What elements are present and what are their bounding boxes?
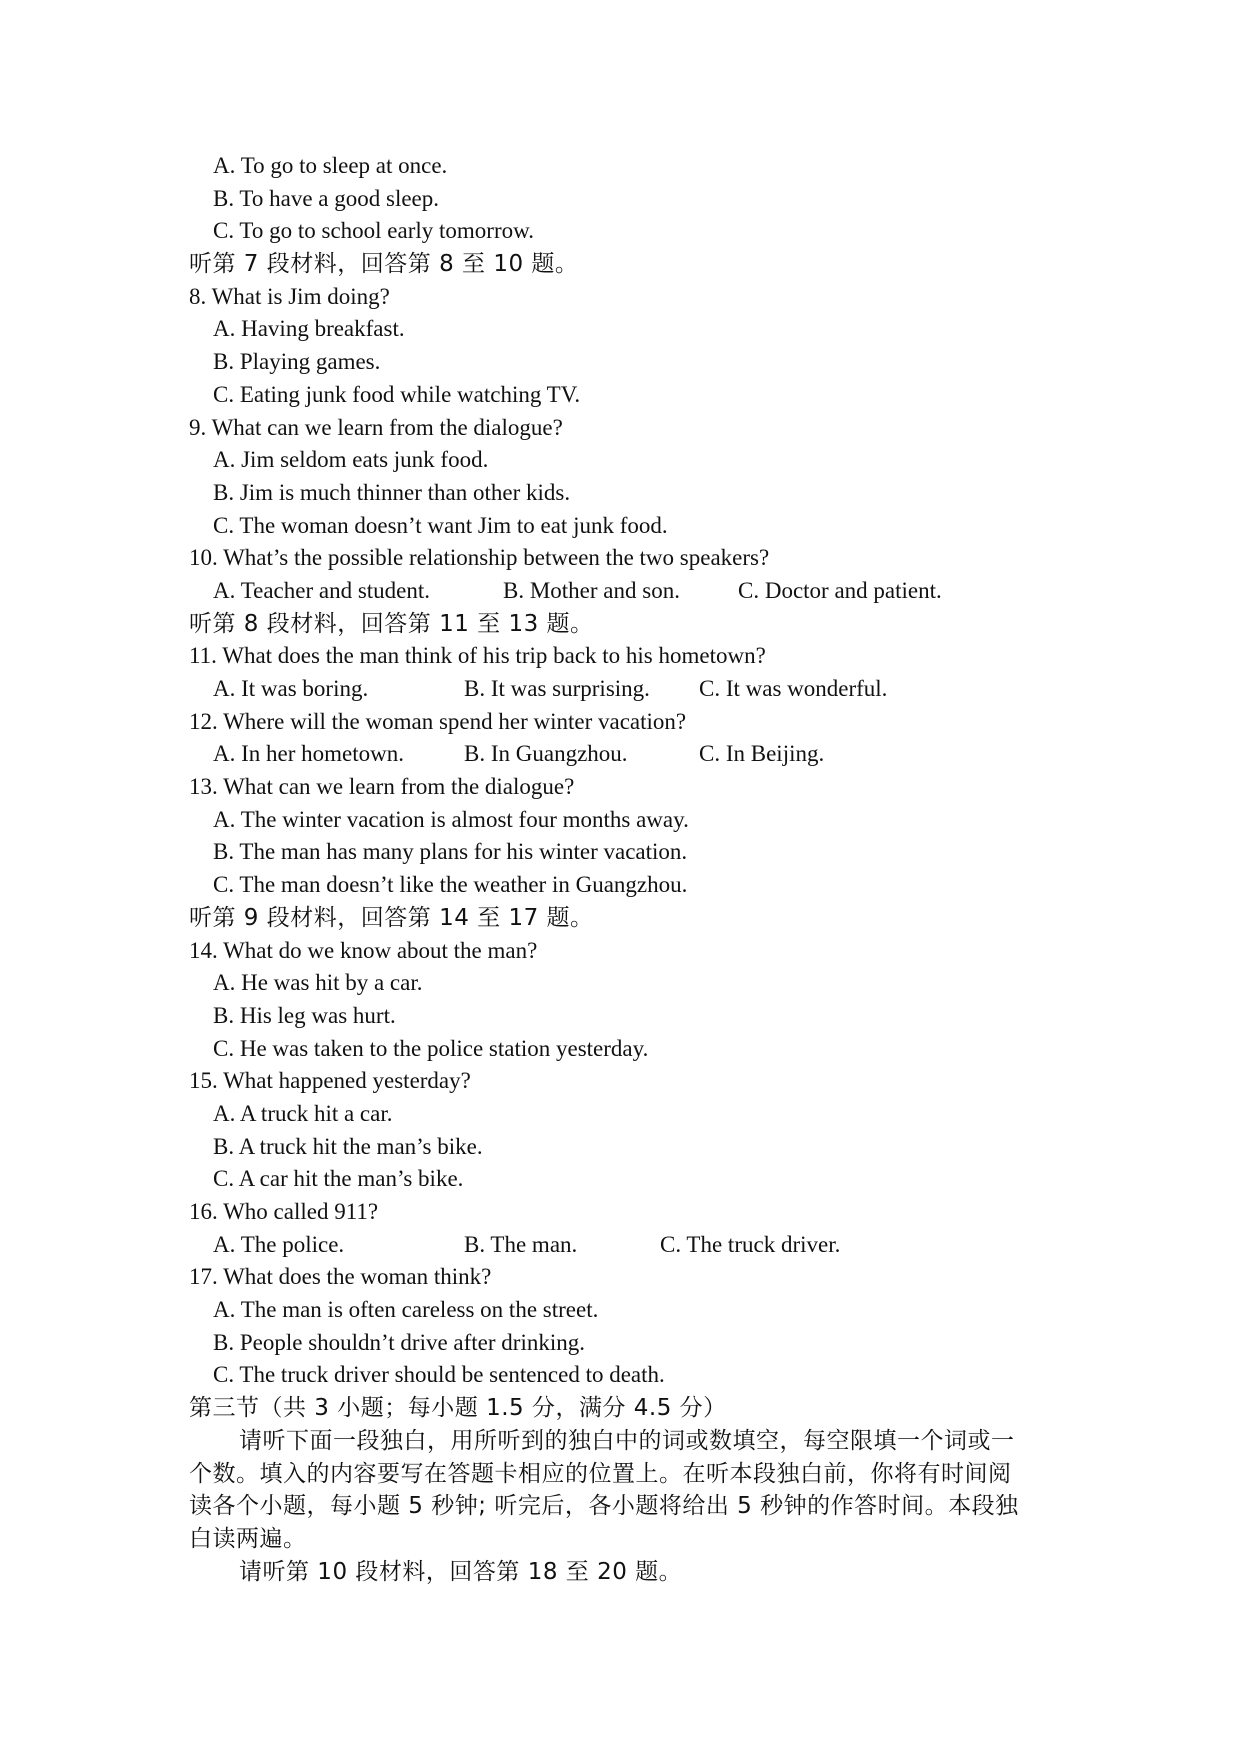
- instruction-line: 请听下面一段独白，用所听到的独白中的词或数填空，每空限填一个词或一: [239, 1427, 1015, 1454]
- option-line: C. To go to school early tomorrow.: [213, 218, 534, 244]
- option-c: C. It was wonderful.: [699, 676, 888, 701]
- instruction-line: 读各个小题，每小题 5 秒钟; 听完后，各小题将给出 5 秒钟的作答时间。本段独: [189, 1493, 1019, 1520]
- option-row: [189, 1229, 1069, 1262]
- instruction-line: 请听第 10 段材料，回答第 18 至 20 题。: [239, 1558, 683, 1585]
- option-a: A. The police.: [213, 1231, 345, 1257]
- section-heading: 听第 9 段材料，回答第 14 至 17 题。: [189, 904, 594, 931]
- option-line: C. The woman doesn’t want Jim to eat junk food.: [213, 512, 668, 538]
- question-line: 13. What can we learn from the dialogue?: [189, 774, 575, 800]
- option-b: B. The man.: [464, 1231, 578, 1257]
- option-row: [189, 738, 1069, 771]
- option-a: A. In her hometown.: [213, 741, 404, 767]
- option-line: C. Eating junk food while watching TV.: [213, 381, 581, 407]
- option-c: C. The truck driver.: [660, 1231, 841, 1257]
- question-line: 8. What is Jim doing?: [189, 283, 390, 309]
- option-line: B. The man has many plans for his winter vacation.: [213, 839, 688, 865]
- option-row: [189, 673, 1069, 706]
- question-line: 9. What can we learn from the dialogue?: [189, 414, 563, 440]
- question-line: 12. Where will the woman spend her winter vacation?: [189, 708, 687, 734]
- option-line: A. Having breakfast.: [213, 316, 405, 342]
- option-line: A. Jim seldom eats junk food.: [213, 447, 489, 473]
- option-line: B. To have a good sleep.: [213, 185, 440, 211]
- section-heading: 第三节（共 3 小题；每小题 1.5 分，满分 4.5 分）: [189, 1395, 727, 1422]
- option-line: B. People shouldn’t drive after drinking.: [213, 1329, 585, 1355]
- option-line: C. He was taken to the police station yesterday.: [213, 1035, 649, 1061]
- exam-page: [189, 150, 1069, 1588]
- option-b: B. In Guangzhou.: [464, 741, 628, 767]
- option-c: C. Doctor and patient.: [738, 577, 942, 603]
- instruction-line: 白读两遍。: [189, 1525, 307, 1552]
- option-line: B. A truck hit the man’s bike.: [213, 1133, 483, 1159]
- question-line: 17. What does the woman think?: [189, 1264, 492, 1290]
- option-a: A. It was boring.: [213, 676, 369, 701]
- section-heading: 听第 8 段材料，回答第 11 至 13 题。: [189, 610, 594, 637]
- question-line: 14. What do we know about the man?: [189, 937, 538, 963]
- question-line: 11. What does the man think of his trip back to his hometown?: [189, 643, 766, 669]
- option-b: B. Mother and son.: [503, 577, 680, 603]
- option-line: B. Jim is much thinner than other kids.: [213, 479, 571, 505]
- option-a: A. Teacher and student.: [213, 577, 431, 603]
- section-heading: 听第 7 段材料，回答第 8 至 10 题。: [189, 251, 579, 278]
- option-line: A. He was hit by a car.: [213, 970, 423, 996]
- option-row: [189, 575, 1069, 608]
- option-line: A. The winter vacation is almost four months away.: [213, 806, 689, 832]
- option-b: B. It was surprising.: [464, 676, 650, 701]
- option-line: C. The truck driver should be sentenced to death.: [213, 1362, 665, 1388]
- question-line: 10. What’s the possible relationship between the two speakers?: [189, 545, 770, 571]
- question-line: 16. Who called 911?: [189, 1199, 379, 1224]
- option-line: A. The man is often careless on the street.: [213, 1297, 599, 1323]
- option-c: C. In Beijing.: [699, 741, 825, 767]
- option-line: A. A truck hit a car.: [213, 1100, 393, 1126]
- option-line: A. To go to sleep at once.: [213, 153, 448, 178]
- option-line: B. Playing games.: [213, 349, 381, 375]
- option-line: C. The man doesn’t like the weather in Guangzhou.: [213, 872, 688, 898]
- instruction-line: 个数。填入的内容要写在答题卡相应的位置上。在听本段独白前，你将有时间阅: [189, 1460, 1012, 1487]
- option-line: B. His leg was hurt.: [213, 1002, 396, 1028]
- option-line: C. A car hit the man’s bike.: [213, 1166, 464, 1192]
- question-line: 15. What happened yesterday?: [189, 1068, 471, 1094]
